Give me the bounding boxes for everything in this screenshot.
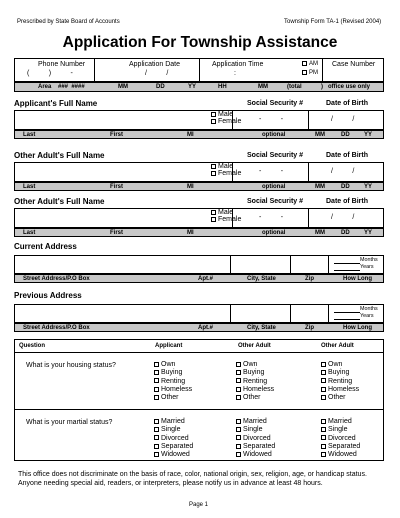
marital-other-adult-2-checkbox[interactable] bbox=[321, 444, 326, 449]
person-0-mi-label: MI bbox=[187, 131, 194, 138]
housing-applicant-option[interactable]: Homeless bbox=[154, 386, 192, 394]
housing-question: What is your housing status? bbox=[26, 362, 116, 369]
office-use-label: office use only bbox=[328, 84, 371, 90]
person-1-first-label: First bbox=[110, 183, 124, 190]
person-2-name-input[interactable] bbox=[14, 208, 384, 228]
marital-other-adult-1-checkbox[interactable] bbox=[236, 419, 241, 424]
housing-other-adult-2-option[interactable]: Buying bbox=[321, 369, 349, 377]
person-2-dob-field[interactable]: / / bbox=[331, 214, 355, 221]
applicant-col-header: Applicant bbox=[155, 343, 183, 349]
address-1-zip-label: Zip bbox=[305, 324, 314, 331]
housing-applicant-checkbox[interactable] bbox=[154, 362, 159, 367]
pm-checkbox[interactable] bbox=[302, 70, 307, 75]
marital-other-adult-1-checkbox[interactable] bbox=[236, 427, 241, 432]
housing-other-adult-2-option[interactable]: Renting bbox=[321, 378, 352, 386]
marital-applicant-option[interactable]: Married bbox=[154, 418, 185, 426]
person-0-mm-label: MM bbox=[315, 131, 325, 138]
person-1-male-checkbox[interactable] bbox=[211, 164, 216, 169]
marital-question: What is your martial status? bbox=[26, 419, 113, 426]
housing-applicant-checkbox[interactable] bbox=[154, 387, 159, 392]
person-0-ssn-label: Social Security # bbox=[247, 100, 304, 107]
marital-other-adult-1-checkbox[interactable] bbox=[236, 444, 241, 449]
marital-other-adult-2-checkbox[interactable] bbox=[321, 427, 326, 432]
housing-other-adult-2-checkbox[interactable] bbox=[321, 362, 326, 367]
person-2-mi-label: MI bbox=[187, 229, 194, 236]
address-0-street-label: Street Address/P.O Box bbox=[23, 275, 90, 282]
application-date-field[interactable]: / / bbox=[145, 70, 169, 77]
marital-applicant-option[interactable]: Single bbox=[154, 426, 180, 434]
housing-other-adult-1-option[interactable]: Buying bbox=[236, 369, 264, 377]
housing-other-adult-1-checkbox[interactable] bbox=[236, 395, 241, 400]
person-2-first-label: First bbox=[110, 229, 124, 236]
marital-other-adult-1-option[interactable]: Separated bbox=[236, 443, 275, 451]
other-adult-col-header-2: Other Adult bbox=[321, 343, 354, 349]
address-1-city-label: City, State bbox=[247, 324, 276, 331]
marital-applicant-checkbox[interactable] bbox=[154, 427, 159, 432]
person-1-subheader-bar bbox=[14, 182, 384, 191]
person-1-optional-label: optional bbox=[262, 183, 286, 190]
phone-mask: ### #### bbox=[58, 84, 85, 90]
marital-other-adult-1-option[interactable]: Widowed bbox=[236, 451, 272, 459]
date-dd-label: DD bbox=[156, 84, 165, 90]
person-0-subheader-bar bbox=[14, 130, 384, 139]
person-2-mm-label: MM bbox=[315, 229, 325, 236]
person-2-male-option[interactable]: Male bbox=[211, 209, 233, 216]
housing-other-adult-2-checkbox[interactable] bbox=[321, 378, 326, 383]
person-1-name-input[interactable] bbox=[14, 162, 384, 182]
housing-other-adult-2-checkbox[interactable] bbox=[321, 370, 326, 375]
person-1-title: Other Adult's Full Name bbox=[14, 151, 105, 160]
marital-other-adult-1-checkbox[interactable] bbox=[236, 452, 241, 457]
time-mm-label: MM bbox=[258, 84, 268, 90]
application-date-label: Application Date bbox=[129, 61, 180, 68]
person-0-male-checkbox[interactable] bbox=[211, 112, 216, 117]
case-number-label: Case Number bbox=[332, 61, 376, 68]
address-0-title: Current Address bbox=[14, 242, 77, 251]
housing-other-adult-1-checkbox[interactable] bbox=[236, 378, 241, 383]
person-2-yy-label: YY bbox=[364, 229, 373, 236]
special-aid-notice: Anyone needing special aid, readers, or interpreters, please notify us in advance at least 48 hours. bbox=[18, 480, 323, 487]
marital-other-adult-2-option[interactable]: Separated bbox=[321, 443, 360, 451]
marital-other-adult-2-option[interactable]: Divorced bbox=[321, 435, 356, 443]
person-1-dd-label: DD bbox=[341, 183, 350, 190]
housing-applicant-option[interactable]: Own bbox=[154, 361, 175, 369]
housing-other-adult-2-checkbox[interactable] bbox=[321, 395, 326, 400]
person-1-ssn-label: Social Security # bbox=[247, 152, 304, 159]
housing-other-adult-1-option[interactable]: Renting bbox=[236, 378, 267, 386]
marital-applicant-checkbox[interactable] bbox=[154, 452, 159, 457]
am-checkbox[interactable] bbox=[302, 61, 307, 66]
housing-other-adult-2-option[interactable]: Homeless bbox=[321, 386, 359, 394]
housing-applicant-checkbox[interactable] bbox=[154, 378, 159, 383]
address-0-city-label: City, State bbox=[247, 275, 276, 282]
housing-applicant-option[interactable]: Buying bbox=[154, 369, 182, 377]
housing-applicant-checkbox[interactable] bbox=[154, 395, 159, 400]
person-0-title: Applicant's Full Name bbox=[14, 99, 98, 108]
housing-other-adult-1-option[interactable]: Other bbox=[236, 394, 261, 402]
pm-option[interactable]: PM bbox=[302, 70, 318, 76]
housing-applicant-checkbox[interactable] bbox=[154, 370, 159, 375]
phone-field[interactable]: ( ) - bbox=[27, 70, 73, 77]
marital-other-adult-2-option[interactable]: Single bbox=[321, 426, 347, 434]
other-adult-col-header-1: Other Adult bbox=[238, 343, 271, 349]
address-1-howlong-label: How Long bbox=[343, 324, 372, 331]
housing-other-adult-2-option[interactable]: Other bbox=[321, 394, 346, 402]
person-1-ssn-field[interactable]: - - bbox=[259, 168, 284, 175]
marital-other-adult-2-checkbox[interactable] bbox=[321, 435, 326, 440]
person-0-dd-label: DD bbox=[341, 131, 350, 138]
person-1-dob-label: Date of Birth bbox=[326, 152, 368, 159]
am-option[interactable]: AM bbox=[302, 61, 318, 67]
area-label: Area bbox=[38, 84, 52, 90]
person-2-dob-label: Date of Birth bbox=[326, 198, 368, 205]
person-2-optional-label: optional bbox=[262, 229, 286, 236]
form-number: Township Form TA-1 (Revised 2004) bbox=[284, 19, 382, 25]
person-1-mi-label: MI bbox=[187, 183, 194, 190]
housing-other-adult-2-checkbox[interactable] bbox=[321, 387, 326, 392]
address-0-months-label: Months bbox=[360, 257, 378, 263]
person-1-female-checkbox[interactable] bbox=[211, 171, 216, 176]
question-col-header: Question bbox=[19, 343, 46, 349]
person-0-last-label: Last bbox=[23, 131, 36, 138]
application-time-label: Application Time bbox=[212, 61, 264, 68]
marital-other-adult-1-option[interactable]: Married bbox=[236, 418, 267, 426]
person-1-male-option[interactable]: Male bbox=[211, 163, 233, 170]
person-2-female-option[interactable]: Female bbox=[211, 216, 241, 223]
address-0-years-label: Years bbox=[360, 264, 374, 270]
marital-applicant-option[interactable]: Widowed bbox=[154, 451, 190, 459]
marital-other-adult-1-option[interactable]: Single bbox=[236, 426, 262, 434]
marital-other-adult-1-checkbox[interactable] bbox=[236, 435, 241, 440]
person-1-dob-field[interactable]: / / bbox=[331, 168, 355, 175]
time-hh-label: HH bbox=[218, 84, 227, 90]
person-1-yy-label: YY bbox=[364, 183, 373, 190]
person-0-first-label: First bbox=[110, 131, 124, 138]
housing-other-adult-1-option[interactable]: Homeless bbox=[236, 386, 274, 394]
person-0-female-option[interactable]: Female bbox=[211, 118, 241, 125]
housing-applicant-option[interactable]: Other bbox=[154, 394, 179, 402]
housing-other-adult-1-checkbox[interactable] bbox=[236, 387, 241, 392]
address-1-years-label: Years bbox=[360, 313, 374, 319]
person-0-dob-label: Date of Birth bbox=[326, 100, 368, 107]
person-0-female-checkbox[interactable] bbox=[211, 119, 216, 124]
person-0-male-option[interactable]: Male bbox=[211, 111, 233, 118]
address-0-howlong-label: How Long bbox=[343, 275, 372, 282]
nondiscrimination-statement: This office does not discriminate on the basis of race, color, national origin, sex, religion, age, or handicap status. bbox=[18, 471, 367, 478]
marital-applicant-checkbox[interactable] bbox=[154, 444, 159, 449]
address-1-street-label: Street Address/P.O Box bbox=[23, 324, 90, 331]
marital-applicant-checkbox[interactable] bbox=[154, 435, 159, 440]
housing-other-adult-1-checkbox[interactable] bbox=[236, 362, 241, 367]
time-total-label: (total bbox=[287, 84, 302, 90]
date-yy-label: YY bbox=[188, 84, 197, 90]
page-number: Page 1 bbox=[189, 502, 209, 508]
person-2-dd-label: DD bbox=[341, 229, 350, 236]
person-1-mm-label: MM bbox=[315, 183, 325, 190]
person-2-female-checkbox[interactable] bbox=[211, 217, 216, 222]
time-paren-close: ) bbox=[321, 84, 323, 90]
person-0-optional-label: optional bbox=[262, 131, 286, 138]
person-1-female-option[interactable]: Female bbox=[211, 170, 241, 177]
person-2-title: Other Adult's Full Name bbox=[14, 197, 105, 206]
marital-applicant-checkbox[interactable] bbox=[154, 419, 159, 424]
phone-label: Phone Number bbox=[38, 61, 86, 68]
address-1-title: Previous Address bbox=[14, 291, 82, 300]
housing-applicant-option[interactable]: Renting bbox=[154, 378, 185, 386]
person-2-last-label: Last bbox=[23, 229, 36, 236]
person-2-ssn-field[interactable]: - - bbox=[259, 214, 284, 221]
person-0-ssn-field[interactable]: - - bbox=[259, 116, 284, 123]
marital-applicant-option[interactable]: Separated bbox=[154, 443, 193, 451]
marital-other-adult-2-checkbox[interactable] bbox=[321, 452, 326, 457]
marital-other-adult-2-option[interactable]: Married bbox=[321, 418, 352, 426]
address-1-months-label: Months bbox=[360, 306, 378, 312]
person-2-male-checkbox[interactable] bbox=[211, 210, 216, 215]
marital-other-adult-2-option[interactable]: Widowed bbox=[321, 451, 357, 459]
person-1-last-label: Last bbox=[23, 183, 36, 190]
person-2-ssn-label: Social Security # bbox=[247, 198, 304, 205]
person-0-yy-label: YY bbox=[364, 131, 373, 138]
person-0-dob-field[interactable]: / / bbox=[331, 116, 355, 123]
marital-other-adult-2-checkbox[interactable] bbox=[321, 419, 326, 424]
person-2-subheader-bar bbox=[14, 228, 384, 237]
date-mm-label: MM bbox=[118, 84, 128, 90]
housing-other-adult-1-checkbox[interactable] bbox=[236, 370, 241, 375]
prescribed-note: Prescribed by State Board of Accounts bbox=[17, 19, 120, 25]
housing-other-adult-2-option[interactable]: Own bbox=[321, 361, 342, 369]
page-title: Application For Township Assistance bbox=[62, 34, 338, 51]
address-0-apt-label: Apt.# bbox=[198, 275, 213, 282]
marital-applicant-option[interactable]: Divorced bbox=[154, 435, 189, 443]
housing-other-adult-1-option[interactable]: Own bbox=[236, 361, 257, 369]
address-1-apt-label: Apt.# bbox=[198, 324, 213, 331]
address-0-zip-label: Zip bbox=[305, 275, 314, 282]
marital-other-adult-1-option[interactable]: Divorced bbox=[236, 435, 271, 443]
person-0-name-input[interactable] bbox=[14, 110, 384, 130]
application-time-field[interactable]: : bbox=[234, 70, 236, 77]
